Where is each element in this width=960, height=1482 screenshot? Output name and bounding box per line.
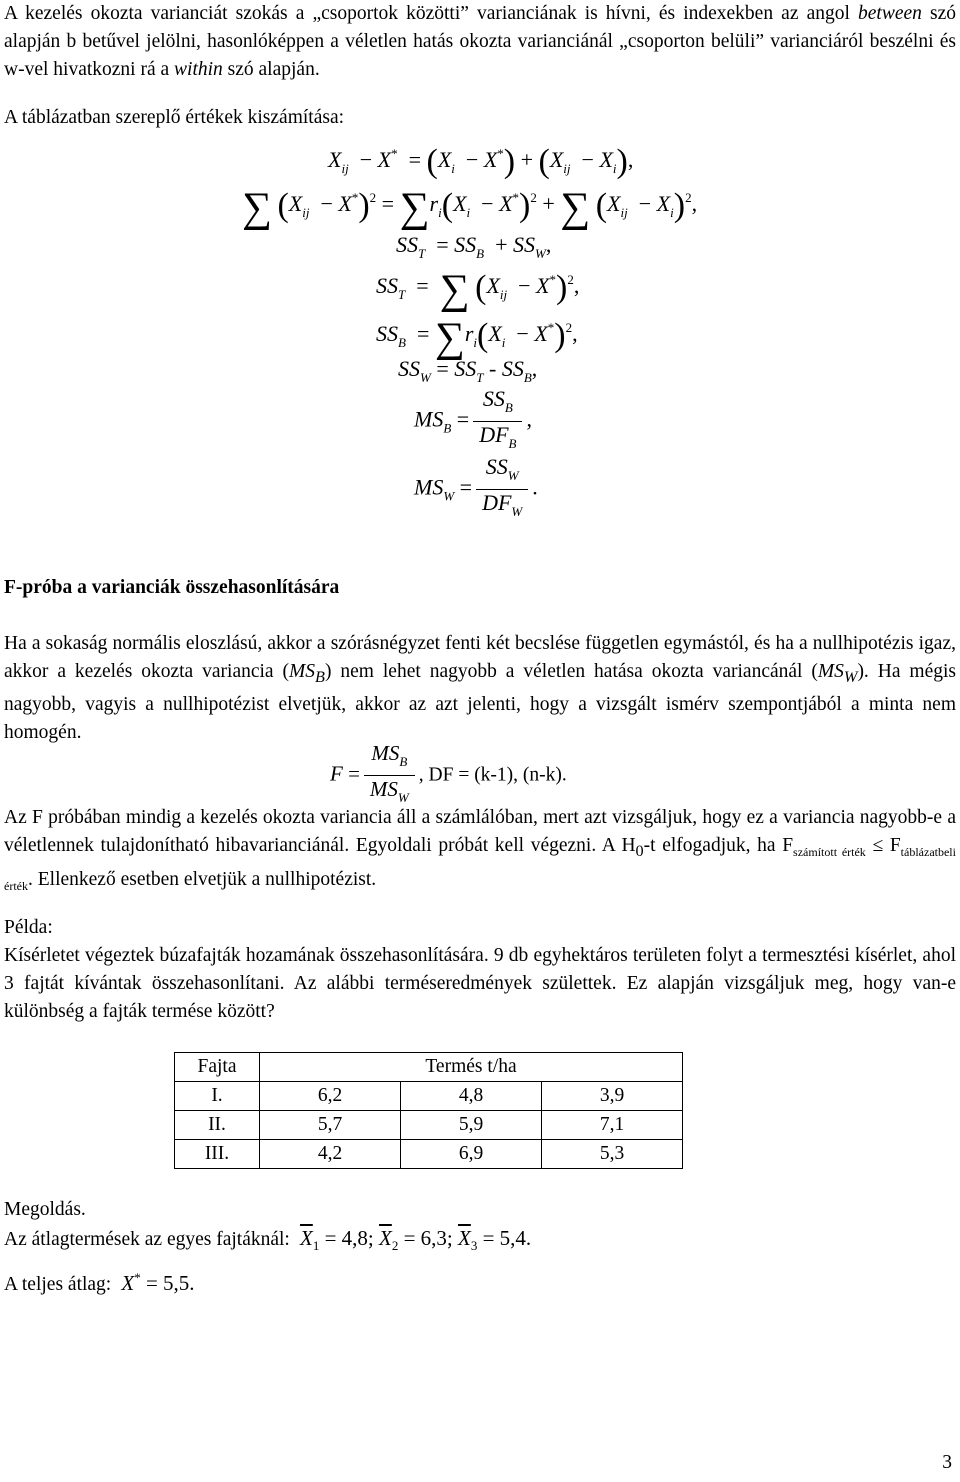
formula-deviation: $X_{ij} - X^* = (X_i - X^*) + (X_{ij} - X_i)$, [328, 143, 634, 180]
table-header-row [175, 1053, 683, 1082]
ftest-paragraph: Ha a sokaság normális eloszlású, akkor a szórásnégyzet fenti két becslése független egymástól, és ha a nullhipotézis igaz, akkor a kezelés okozta variancia $(MS_B)$ nem lehet nagyobb a véletlen hatása okozta variancánál $(MS_W)$. Ha mégis nagyobb, vagyis a nullhipotézist elvetjük, akkor az azt jelenti, hogy a vizsgált ismérv szempontjából a minta nem homogén. [4, 633, 956, 743]
formula-msb: $MS_B$ = $\frac{SS_B}{DF_B}$ , [414, 386, 532, 451]
page-number: 3 [942, 1452, 952, 1473]
example-text: Kísérletet végeztek búzafajták hozamának összehasonlítására. 9 db egyhektáros területen folyt a termesztési kísérlet, ahol 3 fajtát kívántak összehasonlítani. Az alábbi terméseredmények születtek. Ez alapján vizsgáljuk meg, hogy van-e különbség a fajták termése között? [4, 945, 956, 1022]
cell-value: 4,8 [401, 1082, 542, 1111]
cell-value: 5,3 [542, 1140, 683, 1169]
ftest-rule-paragraph: Az F próbában mindig a kezelés okozta variancia áll a számlálóban, mert azt vizsgáljuk, hogy ez a variancia nagyobb-e a véletlennek tulajdonítható hibavarianciánál. Egyoldali próbát kell végezni. A $H_0-t$ elfogadjuk, ha $F_{számított érték} \le F_{táblázatbeli érték}$. Ellenkező esetben elvetjük a nullhipotézist. [4, 807, 956, 893]
formula-sum-squares: ∑ $(X_{ij} - X^*)^2 = \sum r_i(X_i - X^*)^2$ + ∑ $(X_{ij} - X_i)^2$, [242, 185, 698, 231]
cell-value: 6,9 [401, 1140, 542, 1169]
means-line: Az átlagtermések az egyes fajtáknál: $\overline{X}_1 = 4,8$; $\overline{X}_2 = 6,3$; $\overline{X}_3 = 5,4$. [4, 1226, 532, 1254]
means-text: Az átlagtermések az egyes fajtáknál: [4, 1229, 290, 1250]
yield-table [174, 1052, 683, 1169]
cell-value: 3,9 [542, 1082, 683, 1111]
table-row [175, 1082, 683, 1111]
section-heading: F-próba a varianciák összehasonlítására [4, 577, 340, 598]
example-label: Példa: [4, 917, 53, 938]
cell-value: 5,9 [401, 1111, 542, 1140]
header-fajta: Fajta [175, 1053, 260, 1082]
row-name: I. [175, 1082, 260, 1111]
intro-paragraph: A kezelés okozta varianciát szokás a „csoportok közötti” varianciának is hívni, és indexekben az angol between szó alapján b betűvel jelölni, hasonlóképpen a véletlen hatás okozta varianciánál „csoporton belüli” varianciáról beszélni és w-vel hivatkozni rá a within szó alapján. [4, 3, 956, 80]
cell-value: 6,2 [260, 1082, 401, 1111]
row-name: II. [175, 1111, 260, 1140]
calc-intro: A táblázatban szereplő értékek kiszámítása: [4, 107, 345, 128]
grand-mean-line: A teljes átlag: X* = 5,5. [4, 1270, 195, 1295]
solution-label: Megoldás. [4, 1199, 86, 1220]
cell-value: 5,7 [260, 1111, 401, 1140]
formula-sst-decomp: $SS_T = SS_B + SS_W$, [396, 232, 552, 261]
grand-mean-text: A teljes átlag: [4, 1274, 112, 1295]
cell-value: 4,2 [260, 1140, 401, 1169]
formula-ssw: $SS_W = SS_T - SS_B$, [398, 356, 538, 385]
formula-ssb: $SS_B = \sum r_i(X_i - X^*)^2$, [376, 315, 578, 361]
cell-value: 7,1 [542, 1111, 683, 1140]
table-row [175, 1140, 683, 1169]
formula-sst: $SS_T$ = ∑ $(X_{ij} - X^*)^2$, [376, 267, 580, 313]
table-row [175, 1111, 683, 1140]
formula-msw: $MS_W$ = $\frac{SS_W}{DF_W}$ . [414, 454, 538, 519]
row-name: III. [175, 1140, 260, 1169]
formula-f-statistic: F = $\frac{MS_B}{MS_W}$ , DF = (k-1), (n-k). [330, 741, 567, 805]
df-text: , DF = (k-1), (n-k). [418, 764, 567, 786]
header-termes: Termés t/ha [260, 1053, 683, 1082]
